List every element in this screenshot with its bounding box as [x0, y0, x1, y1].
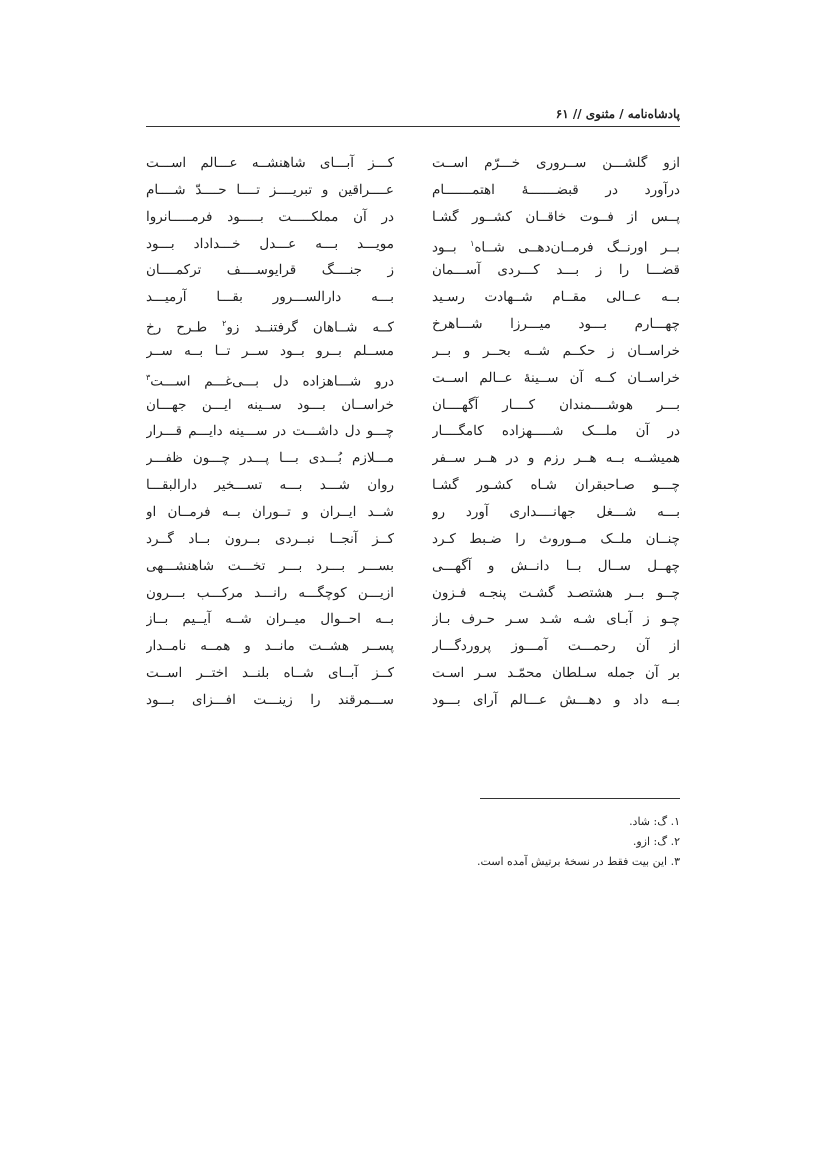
verse-text-rest: طـرح رخ: [146, 319, 223, 336]
verse-text: ســـمرقند را زینـــت افـــزای بـــود: [146, 691, 394, 708]
footnote-item: ۲. گ: ازو.: [632, 835, 680, 848]
verse-text: پســر هشــت مانــد و همــه نامــدار: [146, 638, 394, 655]
verse-text: ازیـــن کوچگـــه رانـــد مرکـــب بـــرون: [146, 584, 394, 601]
verse-line: [146, 311, 394, 338]
verse-line: [432, 418, 680, 445]
verse-text: بـــه دارالســـرور بقـــا آرمیـــد: [146, 289, 394, 306]
verse-line: [432, 633, 680, 660]
verse-line: [146, 418, 394, 445]
verse-text: در آن ملـــک شـــــهزاده کامگــــار: [432, 423, 680, 440]
verse-text: چــو بــر هشتصـد گشـت پنجـه فـزون: [432, 584, 680, 601]
verse-text: کــز آبــای شــاه بلنــد اختــر اســت: [146, 665, 394, 682]
footnotes: [380, 812, 680, 872]
verse-line: [146, 606, 394, 633]
verse-text: درو شـــاهزاده دل بـــی‌غـــم اســـت: [150, 373, 394, 390]
header-divider: [146, 126, 680, 127]
verse-text: مویـــد بـــه عـــدل خـــداداد بـــود: [146, 235, 394, 252]
poem-column-left: [146, 150, 394, 714]
verse-line: [146, 526, 394, 553]
verse-text: خراســان بـــود ســینه ایـــن جهـــان: [146, 396, 394, 413]
verse-line: [146, 445, 394, 472]
verse-line: [432, 311, 680, 338]
verse-line: [146, 365, 394, 392]
verse-line: [146, 472, 394, 499]
verse-line: [432, 687, 680, 714]
verse-text: خراســان ز حکــم شــه بحــر و بــر: [432, 342, 680, 359]
verse-line: [146, 553, 394, 580]
verse-text: از آن رحمـــت آمـــوز پروردگـــار: [432, 638, 680, 655]
verse-line: [432, 204, 680, 231]
verse-text: کــه شــاهان گرفتنــد زو: [226, 319, 394, 336]
verse-text: عــــراقین و تبریــــز تــــا حــــدّ شــــام: [146, 181, 394, 198]
verse-text: مســلم بــرو بــود ســر تــا بــه ســر: [146, 342, 394, 359]
verse-text: روان شـــد بـــه تســـخیر دارالبقـــا: [146, 477, 394, 494]
verse-line: [432, 526, 680, 553]
verse-text: بـــر هوشــــمندان کــــار آگهــــان: [432, 396, 680, 413]
verse-line: [432, 392, 680, 419]
verse-line: [146, 580, 394, 607]
verse-text: بــر اورنــگ فرمــان‌دهــی شــاه: [474, 239, 680, 256]
verse-line: [432, 606, 680, 633]
verse-text: بــه عــالی مقــام شــهادت رسـید: [432, 289, 680, 306]
running-header: پادشاه‌نامه / مثنوی // ۶۱: [555, 107, 680, 121]
verse-text: چهـــارم بـــود میـــرزا شـــاهرخ: [432, 316, 680, 333]
verse-line: [432, 445, 680, 472]
verse-line: [432, 472, 680, 499]
verse-line: [432, 338, 680, 365]
footnote-marker: ۱: [470, 238, 475, 248]
verse-text: مـــلازم بُـــدی بـــا پـــدر چـــون ظفـــر: [146, 450, 394, 467]
footnote-marker: ۲: [222, 319, 227, 329]
verse-line: [146, 257, 394, 284]
verse-text: ازو گلشـــن ســروری خـــرّم اســت: [432, 155, 680, 171]
verse-text: درآورد در قبضـــــــهٔ اهتمـــــــام: [432, 181, 680, 198]
verse-text: بـــه شـــغل جهانــــداری آورد رو: [432, 503, 680, 520]
verse-line: [432, 284, 680, 311]
verse-line: [432, 365, 680, 392]
verse-text: چـــو دل داشـــت در ســـینه دایـــم قـــرار: [146, 423, 394, 440]
verse-text: چـــو صـاحبقران شـاه کشـور گشـا: [432, 477, 680, 494]
verse-text: بســـر بـــرد بـــر تخـــت شاهنشـــهی: [146, 557, 394, 574]
verse-text: بــه داد و دهـــش عـــالم آرای بـــود: [432, 691, 680, 708]
verse-line: [146, 499, 394, 526]
verse-line: [432, 660, 680, 687]
verse-line: [146, 633, 394, 660]
verse-line: [432, 257, 680, 284]
poem-column-right: [432, 150, 680, 714]
verse-line: [146, 177, 394, 204]
verse-text: خراســان کــه آن ســینهٔ عــالم اســت: [432, 369, 680, 386]
verse-line: [432, 150, 680, 177]
verse-line: [146, 231, 394, 258]
verse-line: [146, 392, 394, 419]
verse-text: در آن مملکـــــت بـــــود فرمـــــانروا: [146, 208, 394, 225]
verse-line: [432, 231, 680, 258]
footnote-marker: ۳: [146, 372, 151, 382]
footnote-item: ۱. گ: شاد.: [629, 815, 680, 828]
verse-line: [146, 284, 394, 311]
footnote-divider: [480, 798, 680, 799]
footnote-item: ۳. این بیت فقط در نسخهٔ برتیش آمده است.: [476, 855, 680, 868]
verse-line: [432, 177, 680, 204]
verse-line: [146, 660, 394, 687]
verse-text: ز جنــــگ قرایوســــف ترکمــــان: [146, 262, 394, 279]
verse-line: [432, 553, 680, 580]
verse-line: [432, 499, 680, 526]
verse-line: [432, 580, 680, 607]
verse-text: چـو ز آبـای شـه شـد سـر حـرف بـاز: [432, 611, 680, 628]
verse-text: همیشــه بــه هــر رزم و در هــر ســفر: [432, 450, 680, 467]
verse-line: [146, 204, 394, 231]
verse-text: چهــل ســال بــا دانــش و آگهـــی: [432, 557, 680, 574]
verse-text-rest: بــود: [432, 239, 471, 256]
verse-text: کـــز آبـــای شاهنشــه عـــالم اســـت: [146, 155, 394, 171]
verse-text: شــد ایــران و تــوران بــه فرمــان او: [146, 503, 394, 520]
verse-text: قضـــا را ز بـــد کـــردی آســـمان: [432, 262, 680, 279]
verse-line: [146, 687, 394, 714]
verse-line: [146, 338, 394, 365]
verse-text: چنــان ملــک مــوروث را ضـبط کـرد: [432, 530, 680, 547]
verse-line: [146, 150, 394, 177]
verse-text: پــس از فــوت خاقــان کشــور گشـا: [432, 208, 680, 225]
verse-text: کــز آنجــا نبــردی بــرون بــاد گــرد: [146, 530, 394, 547]
verse-text: بر آن جمله سـلطان محمّـد سـر اسـت: [432, 665, 680, 682]
verse-text: بــه احــوال میــران شــه آیــیم بــاز: [146, 611, 394, 628]
